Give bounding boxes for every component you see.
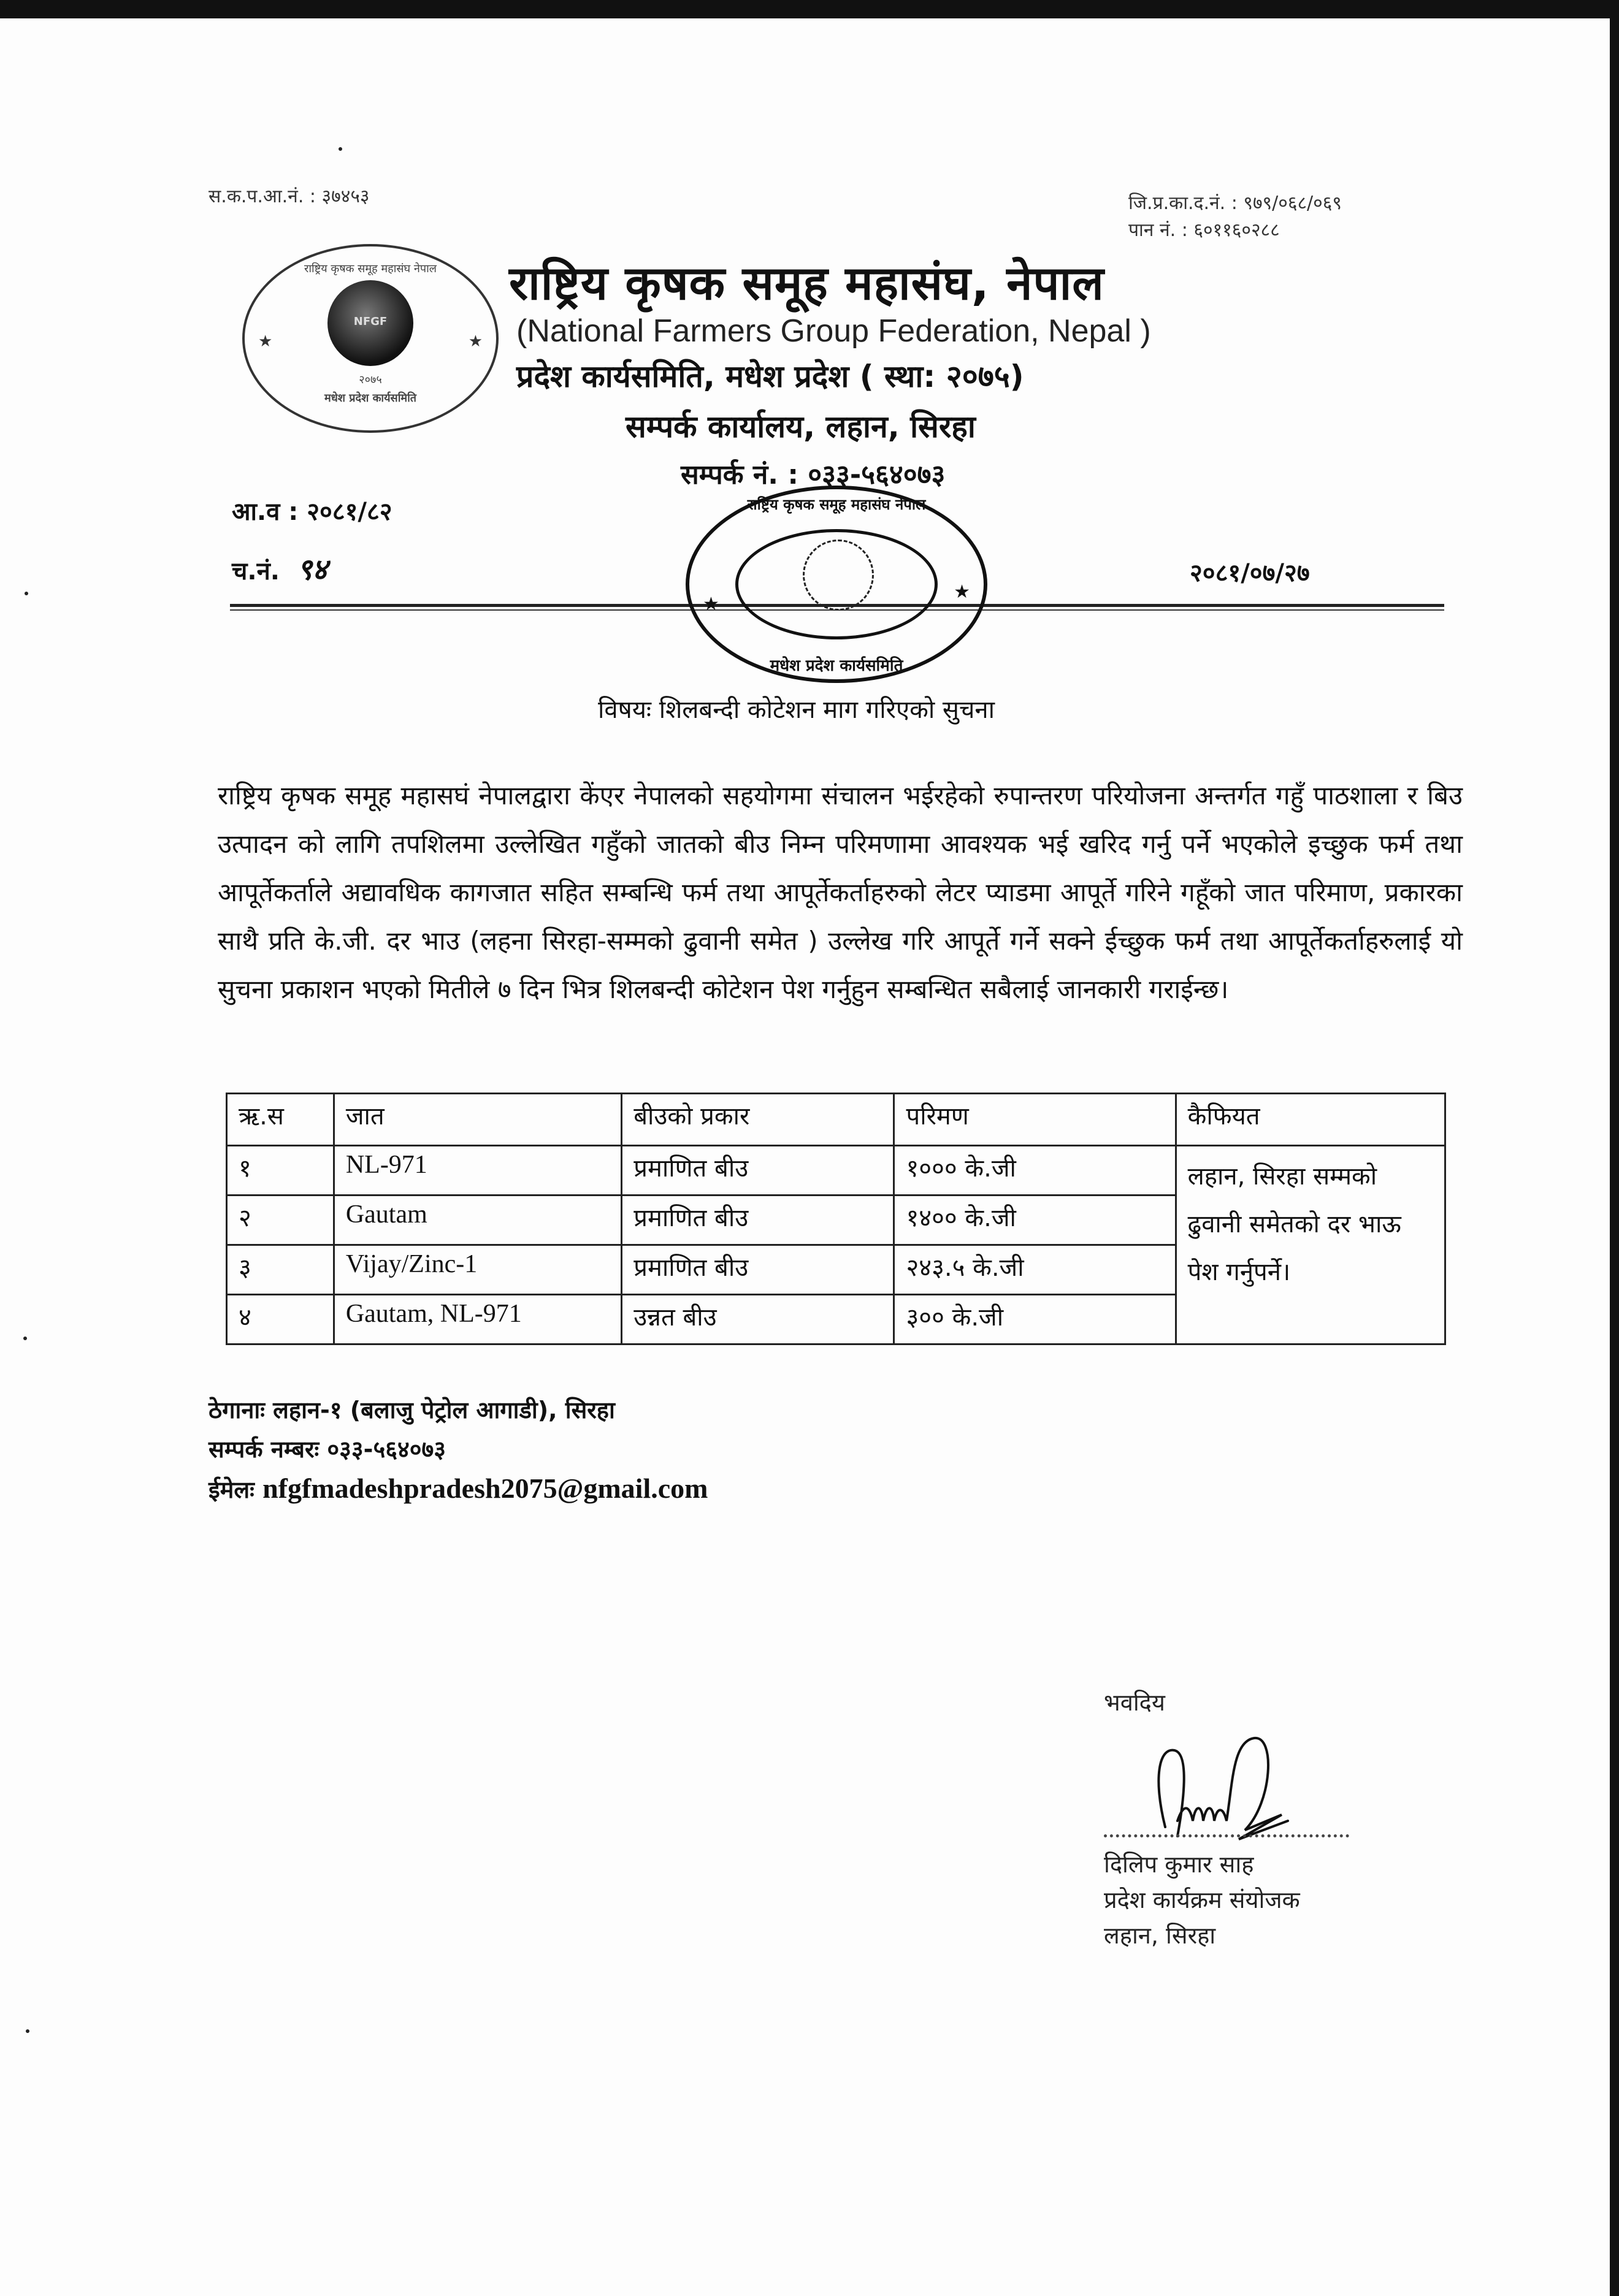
emblem-icon (803, 540, 874, 611)
seed-requirement-table (226, 1093, 1446, 1345)
cell-variety: Gautam, NL-971 (334, 1295, 621, 1344)
email-label: ईमेलः (209, 1476, 255, 1503)
dispatch-number (232, 549, 327, 589)
logo-year: २०७५ (359, 373, 382, 386)
email-address[interactable]: nfgfmadeshpradesh2075@gmail.com (262, 1473, 708, 1504)
committee-name: प्रदेश कार्यसमिति, मधेश प्रदेश ( स्था: २०७५) (516, 359, 1024, 394)
cell-quantity: १४०० के.जी (894, 1196, 1176, 1245)
signer-designation: प्रदेश कार्यक्रम संयोजक (1104, 1886, 1300, 1913)
letter-page (0, 18, 1610, 2296)
official-stamp (686, 486, 987, 683)
fiscal-year-label: आ.व : (232, 498, 299, 526)
fiscal-year (232, 494, 392, 527)
address-line: ठेगानाः लहान-१ (बलाजु पेट्रोल आगाडी), सिरहा (209, 1397, 615, 1424)
cell-seed-type: प्रमाणित बीउ (622, 1245, 894, 1295)
signer-name: दिलिप कुमार साह (1104, 1851, 1254, 1878)
cell-quantity: २४३.५ के.जी (894, 1245, 1176, 1295)
closing-salutation: भवदिय (1104, 1689, 1165, 1716)
column-header-remarks: कैफियत (1176, 1094, 1445, 1146)
scan-speck (23, 1337, 27, 1340)
cell-variety: NL-971 (334, 1146, 621, 1196)
cell-sn: १ (227, 1146, 334, 1196)
organization-logo (242, 244, 499, 433)
star-icon: ★ (258, 332, 273, 351)
contact-details (209, 1390, 708, 1509)
logo-top-text: राष्ट्रिय कृषक समूह महासंघ नेपाल (304, 262, 437, 275)
cell-remarks: लहान, सिरहा सम्मको ढुवानी समेतको दर भाऊ पेश गर्नुपर्ने। (1176, 1146, 1445, 1344)
star-icon: ★ (954, 581, 970, 603)
registration-number: स.क.प.आ.नं. : ३७४५३ (209, 186, 370, 207)
scan-speck (339, 147, 342, 151)
dispatch-label: च.नं. (232, 557, 280, 585)
cell-quantity: १००० के.जी (894, 1146, 1176, 1196)
stamp-inner-ring (735, 529, 938, 639)
scan-speck (25, 592, 28, 595)
phone-line: सम्पर्क नम्बरः ०३३-५६४०७३ (209, 1436, 446, 1463)
stamp-top-text: राष्ट्रिय कृषक समूह महासंघ नेपाल (747, 496, 926, 513)
letter-date: २०८१/०७/२७ (1190, 559, 1310, 587)
signer-details (1104, 1847, 1300, 1953)
pan-number: पान नं. : ६०११६०२८८ (1128, 219, 1280, 241)
cell-variety: Gautam (334, 1196, 621, 1245)
signature-line (1104, 1834, 1349, 1837)
logo-bottom-text: मधेश प्रदेश कार्यसमिति (324, 392, 417, 405)
cell-sn: २ (227, 1196, 334, 1245)
column-header-quantity: परिमण (894, 1094, 1176, 1146)
column-header-sn: ऋ.स (227, 1094, 334, 1146)
contact-number: सम्पर्क नं. : ०३३-५६४०७३ (681, 459, 946, 490)
star-icon: ★ (703, 593, 719, 615)
logo-acronym: NFGF (353, 315, 388, 328)
cell-seed-type: प्रमाणित बीउ (622, 1196, 894, 1245)
signer-location: लहान, सिरहा (1104, 1922, 1216, 1949)
cell-sn: ४ (227, 1295, 334, 1344)
table-header-row (227, 1094, 1445, 1146)
organization-name-english: (National Farmers Group Federation, Nepal ) (516, 313, 1151, 349)
subject-line: विषयः शिलबन्दी कोटेशन माग गरिएको सुचना (598, 696, 995, 724)
table-row (227, 1146, 1445, 1196)
dispatch-value: ९४ (296, 552, 327, 587)
office-address: सम्पर्क कार्यालय, लहान, सिरहा (626, 409, 976, 444)
notice-body: राष्ट्रिय कृषक समूह महासघं नेपालद्वारा केंएर नेपालको सहयोगमा संचालन भईरहेको रुपान्तरण परियोजना अन्तर्गत गहुँ पाठशाला र बिउ उत्पादन को लागि तपशिलमा उल्लेखित गहुँको जातको बीउ निम्न परिमणामा आवश्यक भई खरिद गर्नु पर्ने भएकोले इच्छुक फर्म तथा आपूर्तेकर्ताले अद्यावधिक कागजात सहित सम्बन्धि फर्म तथा आपूर्तेकर्ताहरुको लेटर प्याडमा आपूर्ते गरिने गहूँको जात परिमाण, प्रकारका साथै प्रति के.जी. दर भाउ (लहना सिरहा-सम्मको ढुवानी समेत ) उल्लेख गरि आपूर्ते गर्ने सक्ने ईच्छुक फर्म तथा आपूर्तेकर्ताहरुलाई यो सुचना प्रकाशन भएको मितीले ७ दिन भित्र शिलबन्दी कोटेशन पेश गर्नुहुन सम्बन्धित सबैलाई जानकारी गराईन्छ। (218, 780, 1463, 1004)
district-registration (1128, 190, 1342, 244)
cell-variety: Vijay/Zinc-1 (334, 1245, 621, 1295)
column-header-seed-type: बीउको प्रकार (622, 1094, 894, 1146)
stamp-bottom-text: मधेश प्रदेश कार्यसमिति (770, 657, 903, 675)
fiscal-year-value: २०८१/८२ (307, 498, 392, 526)
star-icon: ★ (468, 332, 483, 351)
cell-quantity: ३०० के.जी (894, 1295, 1176, 1344)
column-header-variety: जात (334, 1094, 621, 1146)
cell-seed-type: उन्नत बीउ (622, 1295, 894, 1344)
scan-speck (26, 2029, 29, 2033)
organization-name: राष्ट्रिय कृषक समूह महासंघ, नेपाल (509, 256, 1104, 310)
email-line (209, 1469, 708, 1509)
signature-icon (1141, 1729, 1300, 1852)
cell-sn: ३ (227, 1245, 334, 1295)
district-reg-number: जि.प्र.का.द.नं. : ९७९/०६८/०६९ (1128, 193, 1342, 214)
cell-seed-type: प्रमाणित बीउ (622, 1146, 894, 1196)
